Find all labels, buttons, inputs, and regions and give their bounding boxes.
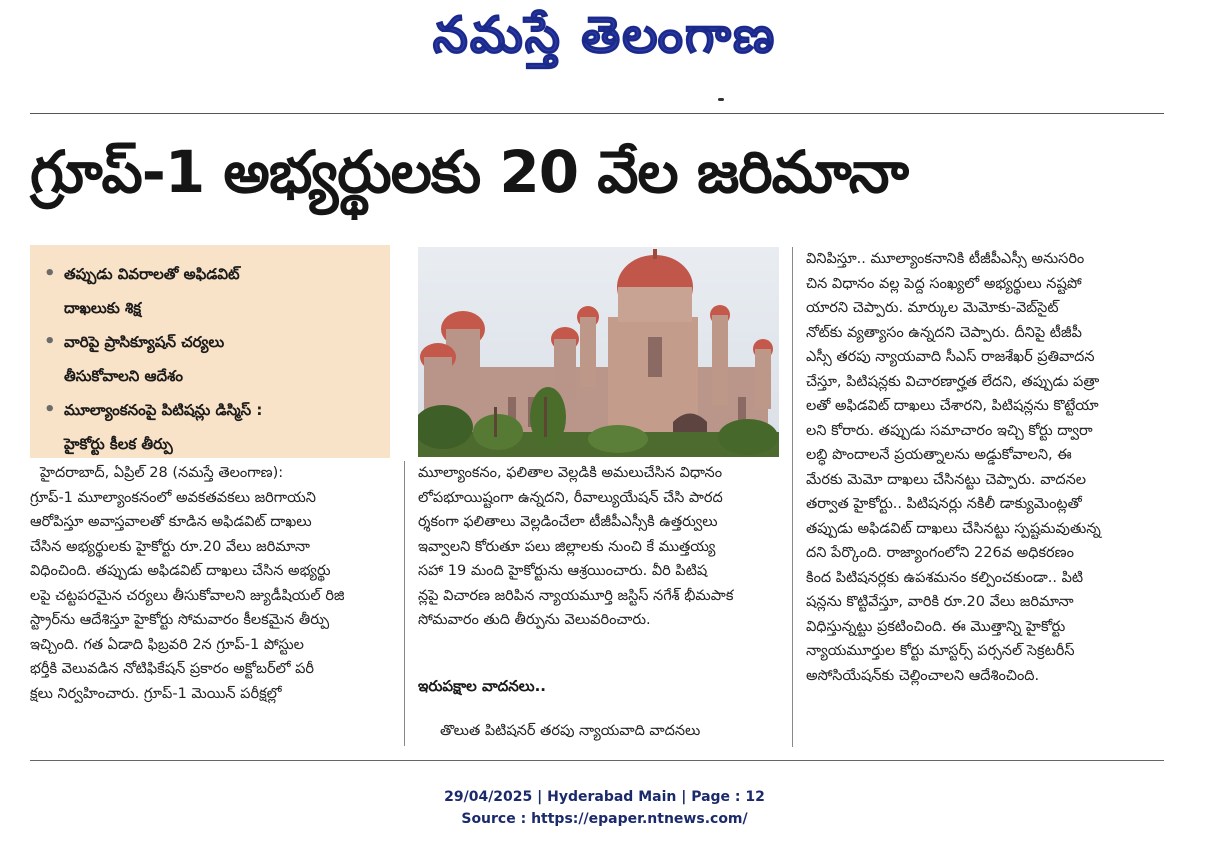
article-line: న్లపై విచారణ జరిపిన న్యాయమూర్తి జస్టిస్ నగేశ్ భీమపాక	[418, 587, 734, 604]
highlight-item: • వారిపై ప్రాసిక్యూషన్ చర్యలు తీసుకోవాలని ఆదేశం	[44, 325, 390, 393]
article-line: క్షలు నిర్వహించారు. గ్రూప్-1 మెయిన్ పరీక్షల్లో	[30, 685, 282, 702]
article-line: విధించింది. తప్పుడు అఫిడవిట్ దాఖలు చేసిన అభ్యర్థు	[30, 563, 331, 579]
article-column-1	[30, 461, 392, 706]
article-line: చేసిన అభ్యర్థులకు హైకోర్టు రూ.20 వేలు జరిమానా	[30, 538, 310, 555]
article-line: విధిస్తున్నట్టు ప్రకటించింది. ఈ మొత్తాన్ని హైకోర్టు	[806, 618, 1066, 635]
article-line: లని కోరారు. తప్పుడు సమాచారం ఇచ్చి కోర్టు ద్వారా	[806, 422, 1093, 439]
article-line: కింద పిటిషనర్లకు ఉపశమనం కల్పించకుండా.. పిటి	[806, 569, 1084, 586]
article-line: ఇవ్వాలని కోరుతూ పలు జిల్లాలకు నుంచి కే ముత్తయ్య	[418, 538, 716, 555]
article-line: ర్శకంగా ఫలితాలు వెల్లడించేలా టీజీపీఎస్సీకి ఉత్తర్వులు	[418, 514, 718, 530]
headline: గ్రూప్-1 అభ్యర్థులకు 20 వేల జరిమానా	[30, 138, 909, 206]
highlight-item: • తప్పుడు వివరాలతో అఫిడవిట్ దాఖలుకు శిక్ష	[44, 257, 390, 325]
article-line: మూల్యాంకనం, ఫలితాల వెల్లడికి అమలుచేసిన విధానం	[418, 465, 723, 481]
article-line: చిన విధానం వల్ల పెద్ద సంఖ్యలో అభ్యర్థులు నష్టపో	[806, 275, 1082, 292]
article-line: న్యాయమూర్తుల కోర్టు మాస్టర్స్ పర్సనల్ సెక్రటరీస్	[806, 643, 1075, 659]
article-column-2-continued	[418, 719, 780, 744]
masthead-dot	[718, 98, 724, 101]
article-column-2	[418, 461, 780, 633]
article-line: ఎస్సీ తరపు న్యాయవాది సీఎస్ రాజశేఖర్ ప్రతివాదన	[806, 349, 1095, 365]
masthead-logo: నమస్తే తెలంగాణ	[432, 6, 777, 64]
article-line: నోట్‌కు వ్యత్యాసం ఉన్నదని చెప్పారు. దీనిపై టీజీపీ	[806, 324, 1082, 341]
article-line: తప్పుడు అఫిడవిట్ దాఖలు చేసినట్టు స్పష్టమవుతున్న	[806, 520, 1101, 537]
article-line: చేస్తూ, పిటిషన్లకు విచారణార్హత లేదని, తప్పుడు పత్రా	[806, 373, 1100, 390]
article-line: గ్రూప్-1 మూల్యాంకనంలో అవకతవకలు జరిగాయని	[30, 489, 316, 506]
top-rule	[30, 113, 1164, 114]
article-line: లోపభూయిష్టంగా ఉన్నదని, రీవాల్యుయేషన్ చేసి పారద	[418, 489, 723, 506]
article-line: అసోసియేషన్‌కు చెల్లించాలని ఆదేశించింది.	[806, 667, 1040, 684]
footer-source-link[interactable]: Source : https://epaper.ntnews.com/	[461, 811, 748, 827]
article-line: భర్తీకి వెలువడిన నోటిఫికేషన్ ప్రకారం అక్టోబర్‌లో పరీ	[30, 661, 315, 677]
article-line: తర్వాత హైకోర్టు.. పిటిషనర్లు నకిలీ డాక్యుమెంట్లతో	[806, 496, 1082, 512]
footer-edition-info: 29/04/2025 | Hyderabad Main | Page : 12	[444, 789, 765, 805]
article-line: సోమవారం తుది తీర్పును వెలువరించారు.	[418, 612, 651, 628]
article-line: దని పేర్కొంది. రాజ్యాంగంలోని 226వ అధికరణం	[806, 545, 1074, 561]
article-line: లతో అఫిడవిట్ దాఖలు చేశారని, పిటిషన్లను కొట్టేయా	[806, 398, 1099, 414]
article-line: తొలుత పిటిషనర్ తరపు న్యాయవాది వాదనలు	[440, 723, 701, 739]
article-line: లబ్ధి పొందాలనే ప్రయత్నాలను అడ్డుకోవాలని, ఈ	[806, 447, 1072, 463]
article-column-3	[806, 247, 1166, 688]
section-subheading: ఇరుపక్షాల వాదనలు..	[418, 677, 547, 695]
article-line: షన్లను కొట్టివేస్తూ, వారికి రూ.20 వేలు జరిమానా	[806, 594, 1074, 610]
column-divider	[792, 247, 793, 747]
column-divider	[404, 461, 405, 746]
highlights-box	[30, 245, 390, 458]
article-line: వినిపిస్తూ.. మూల్యాంకనానికి టీజీపీఎస్సీ అనుసరిం	[806, 251, 1085, 267]
article-line: హైదరాబాద్, ఏప్రిల్ 28 (నమస్తే తెలంగాణ):	[40, 465, 284, 481]
highlight-item: • మూల్యాంకనంపై పిటిషన్లు డిస్మిస్ : హైకోర్టు కీలక తీర్పు	[44, 393, 390, 461]
article-line: సహా 19 మంది హైకోర్టును ఆశ్రయించారు. వీరి పిటిష	[418, 563, 708, 579]
article-line: ఇచ్చింది. గత ఏడాది ఫిబ్రవరి 2న గ్రూప్-1 పోస్టుల	[30, 636, 304, 653]
article-line: ఆరోపిస్తూ అవాస్తవాలతో కూడిన అఫిడవిట్ దాఖలు	[30, 514, 312, 530]
bottom-rule	[30, 760, 1164, 761]
high-court-photo	[418, 247, 779, 457]
article-line: యారని చెప్పారు. మార్కుల మెమోకు-వెబ్‌సైట్	[806, 300, 1059, 316]
article-line: లపై చట్టపరమైన చర్యలు తీసుకోవాలని జ్యుడీషియల్ రిజి	[30, 587, 345, 604]
article-line: మేరకు మెమో దాఖలు చేసినట్టు చెప్పారు. వాదనల	[806, 471, 1087, 488]
article-line: స్ట్రార్‌ను ఆదేశిస్తూ హైకోర్టు సోమవారం కీలకమైన తీర్పు	[30, 612, 330, 628]
